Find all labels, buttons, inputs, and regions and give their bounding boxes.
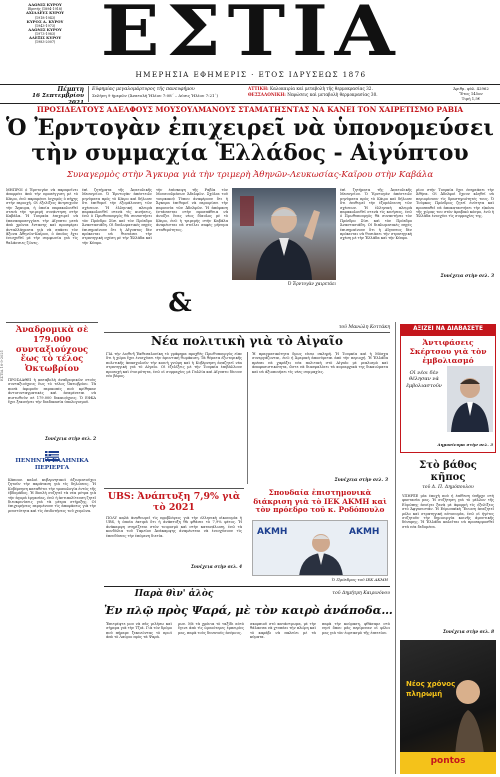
column-text-2: ρων. Μὲ τὰ χρόνια τὸ ταξίδι αὐτὸ ἔγινε ἀπὸ τὶς ὡραιότερες ἐμπειρίες μας, παρὰ τοὺς δυνατοὺς ἀνέμους. [178, 622, 244, 635]
lead-column-3: τὴν ἐπίσκεψη τῆς Ραβία τὸν Μουσουλμάνων Ἀδελφῶν. Σχόλια τοῦ τουρκικοῦ Τύπου ἀναφέρουν ὅτι ἡ Ἄγκυρα ἐπιθυμεῖ νὰ περιορίσει τὴν παρουσία τῶν Ἀδελφῶν. Ἡ ἀπόφαση ἐντάσσεται στὴν προσπάθεια νὰ ἀνοίξει ἕνας νέος δίαυλος μὲ τὸ Κάιρο, ἐνῶ ἡ τριμερὴς στὴν Καβάλα ἀναμένεται νὰ στείλει σαφὲς μήνυμα σταθερότητος. [156, 188, 228, 232]
read-box-header: ΑΞΙΖΕΙ ΝΑ ΔΙΑΒΑΣΕΤΕ [400, 324, 496, 335]
perierga-label: ΠΕΝΗΝΤΑ ΕΛΛΗΝΙΚΑ ΠΕΡΙΕΡΓΑ [15, 458, 89, 471]
founder-1-years: Ιδρυτής (1894-1918) [27, 7, 63, 12]
ubs-rule [104, 488, 244, 489]
lead-column-5: ρίου στὴν Τουρκία ἔχει ἐπηρεάσει τὴν Ἀθήνα. Οἱ Ἀδελφοὶ ἔχουν κληθεῖ νὰ περιορίσουν τὶς δραστηριότητές τους. Ὁ Τούρκος Πρόεδρος ζητεῖ ἐνότητα καὶ προσπαθεῖ νὰ ἀποκαταστήσει τὴν εἰκόνα τῆς χώρας του στὸν ἀραβικὸ κόσμο, ἐνῶ ἡ Ἑλλάδα ἐνισχύει τὶς συμμαχίες της. [416, 188, 494, 219]
lead-column-4: ἐπὶ ζητήματα τῆς Ἀνατολικῆς Μεσογείου. Ὁ Ἐρντογὰν ἀπέστειλε μηνύματα πρὸς τὸ Κάιρο καὶ δήλωσε ὅτι ἐπιθυμεῖ τὴν ἐξομάλυνση τῶν σχέσεων. Ἡ ἐλληνικὴ πλευρὰ παρακολουθεῖ στενὰ τὶς κινήσεις, ἐνῶ ὁ Πρωθυπουργὸς θὰ συναντήσει τὸν Πρόεδρο Σίσι καὶ τὸν Πρόεδρο Ἀναστασιάδη. Οἱ διπλωματικὲς πηγὲς ἐπισημαίνουν ὅτι ἡ Αἴγυπτος δὲν πρόκειται νὰ θυσιάσει τὴν στρατηγικὴ σχέση μὲ τὴν Ἑλλάδα καὶ τὴν Κύπρο. [340, 188, 412, 241]
masthead-subtitle: ΗΜΕΡΗΣΙΑ ΕΦΗΜΕΡΙΣ · ΕΤΟΣ ΙΔΡΥΣΕΩΣ 1876 [135, 70, 367, 79]
aegean-title: Νέα πολιτικὴ γιὰ τὸ Αἰγαῖο [151, 334, 343, 348]
right-column-divider [395, 322, 396, 774]
founder-3-years: (1943-1973) [34, 23, 56, 28]
date-full: 16 Σεπτεμβρίου 2021 [31, 93, 84, 106]
ad-line-2: πληρωμή [406, 690, 443, 698]
side-code: ΕΣΤΙΑ 16-9-2021 [0, 350, 4, 382]
date-divider [88, 86, 89, 102]
issue-year: Ἔτος 145ον [459, 91, 483, 96]
founder-4: ΑΔΩΝΙΣ ΚΥΡΟΥ [28, 26, 62, 32]
main-headline-line2: τὴν συμμαχία Ἑλλάδος - Αἰγύπτου [31, 140, 469, 166]
akmi-logo-right: ΑΚΜΗ [349, 527, 380, 537]
editorial-body: ΥΠΗΡΞΕ μία ἐποχὴ ποὺ ἡ ἐπίθεση ὑπῆρχε στὴ φαντασία μας. Ἡ συζήτηση γιὰ τὸ μέλλον τῆς Εὐρώπης ἀνοίγει ξανὰ μὲ ἀφορμὴ τὶς ἐξελίξεις στὸ Ἀφγανιστάν. Ἡ Εὐρωπαϊκὴ Ἕνωση ἀναζητεῖ ρόλο καὶ στρατηγικὴ αὐτονομία, ἐνῶ οἱ ἡγέτες συζητοῦν τὴν δημιουργία κοινῆς ἀμυντικῆς δύναμης. Ἡ Ἑλλάδα καλεῖται νὰ προσαρμοσθεῖ στὰ νέα δεδομένα. [402, 494, 494, 529]
aegean-column-1: ΓΙΑ τὴν Διεθνῆ Ἐκθεσαλονίκη τὸ γράφημα προχθὲς Πρωθυπουργὸς εἶπε ὅτι ἡ χώρα ἔχει ἐνισχύσει τὴν ἀμυντικὴ θωράκιση. Τὰ θέματα ἐξωτερικῆς πολιτικῆς ἀπασχολοῦν τὴν κοινὴ γνώμη καὶ ἡ Κυβέρνηση ἀναζητεῖ νέα στρατηγικὴ γιὰ τὸ Αἰγαῖο. Οἱ ἐξελίξεις μὲ τὴν Τουρκία ἐπιβάλλουν προσοχὴ καὶ ἑτοιμότητα, ἐνῶ οἱ συμμαχίες μὲ Γαλλία καὶ Αἴγυπτο δίνουν νέο βάρος. [106, 352, 242, 379]
lead-column-1: ΜΗΠΡΟΙ ὁ Ἐρντογὰν νὰ παραμεῖνει ἀπορρέει ἀπὸ τὴν προσέγγιση μὲ τὸ Κάιρο, ἐνῶ παραμένει ἰσχυρὸς ὁ πήχης στὴν περιοχή. Οἱ ἐξελίξεις ἀνησυχοῦν τὴν Ἄγκυρα, ἡ ὁποία παρακολουθεῖ στενὰ τὴν τριμερὴ συνάντηση στὴν Καβάλα. Ἡ Τουρκία ἐπιχειρεῖ νὰ ἐπαναπροσεγγίσει τὴν Αἴγυπτο μετὰ ἀπὸ χρόνια ἔντασης καὶ προσφέρει ἀνταλλάγματα γιὰ νὰ σπάσει τὸν ἄξονα Ἀθηνῶν-Καΐρου, ὁ ὁποῖος ἔχει ἐνισχυθεῖ μὲ τὴν συμφωνία γιὰ τὶς θαλάσσιες ζῶνες. [6, 188, 78, 245]
akmi-logo-left: ΑΚΜΗ [257, 527, 288, 537]
founder-2: ΑΧΙΛΛΕΥΣ ΚΥΡΟΥ [25, 10, 65, 16]
aegean-top-rule [104, 332, 390, 333]
skertsos-photo [447, 366, 493, 432]
editorial-byline: τοῦ Δ. Π. Δημόπουλου [422, 485, 474, 490]
issue-block [444, 86, 498, 101]
lead-column-2: ἐπὶ ζητήματα τῆς Ἀνατολικῆς Μεσογείου. Ὁ Ἐρντογὰν ἀπέστειλε μηνύματα πρὸς τὸ Κάιρο καὶ δήλωσε ὅτι ἐπιθυμεῖ τὴν ἐξομάλυνση τῶν σχέσεων. Ἡ ἐλληνικὴ πλευρὰ παρακολουθεῖ στενὰ τὶς κινήσεις, ἐνῶ ὁ Πρωθυπουργὸς θὰ συναντήσει τὸν Πρόεδρο Σίσι καὶ τὸν Πρόεδρο Ἀναστασιάδη. Οἱ διπλωματικὲς πηγὲς ἐπισημαίνουν ὅτι ἡ Αἴγυπτος δὲν πρόκειται νὰ θυσιάσει τὴν στρατηγικὴ σχέση μὲ τὴν Ἑλλάδα καὶ τὴν Κύπρο. [82, 188, 152, 245]
sidebar-continued: Συνέχεια στὴν σελ. 2 [44, 436, 96, 441]
weather-block [248, 86, 444, 98]
sidebar-headline: Ἀναδρομικὰ σὲ 179.000 συνταξιούχους ἕως τὸ τέλος Ὀκτωβρίου [15, 324, 89, 374]
main-headline-line1: Ὁ Ἐρντογὰν ἐπιχειρεῖ νὰ ὑπονομεύσει [6, 115, 494, 141]
read-box [400, 335, 496, 453]
date-day: Πέμπτη [57, 86, 84, 93]
column-top-rule [104, 586, 390, 587]
ubs-body: ΠΟΛΥ καλὰ ἀναθεωρεῖ τὶς προβλέψεις γιὰ τὴν ἑλληνικὴ οἰκονομία ἡ UBS, ἡ ὁποία ἐκτιμᾶ ὅτι ἡ ἀνάπτυξη θὰ φθάσει τὸ 7,9% φέτος. Ἡ ἀνάκαμψη στηρίζεται στὸν τουρισμὸ καὶ στὴν κατανάλωση, ἐνῶ τὰ κονδύλια τοῦ Ταμείου Ἀνάκαμψης ἀναμένεται νὰ ἐνισχύσουν τὶς ἐπενδύσεις τὴν ἑπόμενη διετία. [106, 516, 242, 538]
photo-figure-icon [232, 188, 336, 280]
top-banner: ΠΡΟΣΙΔΕΛΤΟΥΣ ΑΔΕΛΦΟΥΣ ΜΟΥΣΟΥΛΜΑΝΟΥΣ ΣΤΑΜΑΤΗΣΝΤΑΣ ΝΑ ΚΑΝΕΙ ΤΟΝ ΧΑΙΡΕΤΙΣΜΟ ΡΑΒΙΑ [36, 105, 464, 114]
akmi-photo [252, 520, 388, 576]
ubs-title: UBS: Ἀνάπτυξη 7,9% γιὰ τὸ 2021 [107, 491, 241, 513]
main-headline [0, 116, 500, 166]
ad-brand: pontos [430, 756, 466, 766]
founder-5-years: (1983-2007) [34, 40, 56, 45]
aegean-byline: τοῦ Μανώλη Κοττάκη [338, 325, 390, 330]
calendar-saint: Εὐφημίας μεγαλομάρτυρος τῆς πανευφήμου [92, 87, 195, 92]
issue-number: Ἀριθμ. φύλ. 42962 [453, 86, 489, 91]
founder-5: ΑΛΕΞΙΣ ΚΥΡΟΥ [28, 35, 62, 41]
skertsos-portrait-icon [447, 366, 493, 432]
akmi-person-icon [253, 521, 388, 576]
aegean-continued: Συνέχεια στὴν σελ. 3 [334, 478, 388, 483]
akmi-caption: Ὁ Πρόεδρος τοῦ ΙΕΚ ΑΚΜΗ [331, 577, 388, 582]
main-subhead: Συναγερμὸς στὴν Ἄγκυρα γιὰ τὴν τριμερὴ Ἀθηνῶν-Λευκωσίας-Καΐρου στὴν Καβάλα [66, 170, 434, 180]
calendar-sun: Σελήνη 9 ἡμερῶν (Ἀνατολὴ Ἡλίου 7:08΄ – Δύσις Ἡλίου 7:21΄) [92, 93, 219, 98]
column-headline: Ἐν πλῷ πρὸς Ψαρά, μὲ τὸν καιρὸ ἀνάποδα… [104, 603, 393, 617]
calendar-block [92, 87, 242, 99]
column-text-4: παρὰ τὴν κούραση, φθάσαμε στὸ νησὶ ὅπου μᾶς περίμεναν οἱ φίλοι μας γιὰ τὸν ἑορτασμὸ τῆς ἐπετείου. [322, 622, 390, 635]
editorial-title: Στὸ βάθος κῆπος [419, 460, 477, 483]
column-text-1: Ἐπιτρέψτε μου νὰ σᾶς μιλήσω καὶ σήμερα γιὰ τὴν Τζιά. Γιὰ τὸν δρόμο ποὺ πήραμε ξεκινώντας τὸ πρωὶ ἀπὸ τὸ Λαύριο πρὸς τὰ Ψαρά. [106, 622, 172, 640]
aegean-col-divider [247, 352, 248, 484]
founder-4-years: (1973-1983) [34, 32, 56, 37]
aegean-column-2: Ἡ πραγματικότητα ὅμως εἶναι σκληρή. Ἡ Τουρκία καὶ ἡ Μόσχα συνεργάζονται, ἐνῶ ἡ Ἀμερικὴ ἀποσύρεται ἀπὸ τὴν περιοχή. Ἡ Ἑλλάδα πρέπει νὰ χαράξει νέα πολιτικὴ στὸ Αἰγαῖο μὲ ρεαλισμὸ καὶ ἀποφασιστικότητα, ὥστε νὰ διασφαλίσει τὰ κυριαρχικά της δικαιώματα καὶ νὰ ἀξιοποιήσει τὶς νέες συμμαχίες. [252, 352, 388, 374]
issue-price: Τιμὴ 1,5€ [461, 96, 481, 101]
weather-thessaloniki-label: ΘΕΣΣΑΛΟΝΙΚΗ: [248, 92, 286, 97]
read-box-continued: Δημοσίευμα στὴν σελ. 3 [437, 442, 493, 447]
read-box-teaser: Οἱ νέοι δὲν θέλησαν νὰ ἐμβολιαστοῦν [406, 370, 442, 389]
founder-1: ΑΔΩΝΙΣ ΚΥΡΟΥ [28, 2, 62, 7]
photo-caption: Ὁ Ἐρντογὰν χαιρετάει [287, 281, 336, 286]
akmi-title: Σπουδαία ἐπιστημονικὰ διάκριση γιὰ τὸ ΙΕΚ ΑΚΜΗ καὶ τὸν πρόεδρο τοῦ κ. Ροδόπουλο [253, 488, 387, 515]
pontos-ad[interactable] [400, 640, 496, 774]
read-box-title: Ἀντιφάσεις Σκέρτσου γιὰ τὸν ἐμβολιασμό [409, 338, 487, 365]
ubs-continued: Συνέχεια στὴν σελ. 4 [190, 564, 242, 569]
lead-continued: Συνέχεια στὴν σελ. 3 [440, 274, 494, 279]
ampersand: & [168, 288, 192, 318]
weather-attica: Καλοκαιρία καὶ μεταβολὴ τῆς θερμοκρασίας 32. [269, 86, 373, 91]
masthead-rule [0, 84, 500, 85]
founders-list [2, 3, 88, 44]
erdogan-photo [232, 188, 336, 280]
editorial-continued: Συνέχεια στὴν σελ. 8 [442, 629, 494, 634]
ad-line-1: Νέος χρόνος [406, 680, 456, 688]
ad-figure-icon [400, 640, 496, 774]
column-byline: τοῦ Δημήτρη Καιρινόνου [332, 591, 390, 596]
sidebar-body: ΠΡΟΣΔΑΘΕΙ ἡ καταβολὴ ἀναδρομικῶν στοὺς συνταξιούχους ἕως τὸ τέλος Ὀκτωβρίου. Τὰ ποσὰ ἀφοροῦν περικοπὲς ποὺ κρίθηκαν ἀντισυνταγματικὲς καὶ ἀναμένεται νὰ πιστωθοῦν σὲ 179.000 δικαιούχους. Ὁ ΕΦΚΑ ἔχει ξεκινήσει τὴν διαδικασία ὑπολογισμοῦ. [8, 378, 96, 405]
column-title: Παρὰ θὶν' ἁλὸς [134, 589, 214, 599]
masthead-title: ΕΣΤΙΑ [100, 0, 402, 72]
founder-2-years: (1918-1943) [34, 15, 56, 20]
sidebar-rule [6, 322, 98, 323]
column-text-3: σκορπιοῦ στὸ κατάστρωμα, μὲ τὴν θάλασσα νὰ χτυπάει τὴν πλώρη καὶ τὸ καράβι νὰ παλεύει μὲ τὰ κύματα. [250, 622, 316, 640]
weather-attica-label: ΑΤΤΙΚΗ: [248, 86, 269, 91]
weather-thessaloniki: Νεφώσεις καὶ μεταβολὴ θερμοκρασίας 30. [287, 92, 378, 97]
founder-3: ΚΥΡΟΣ Α. ΚΥΡΟΥ [26, 18, 64, 24]
date-row-rule [0, 103, 500, 104]
sidebar-notes: Κάποιοι καλοὶ κυβερνητικοὶ ἀξιωματοῦχοι ζητοῦν τὴν παράταση γιὰ τὶς δηλώσεις. Ἡ Κυβέρνηση καταθέτει τὴν τροπολογία ἐντὸς τῆς ἑβδομάδος. Ἡ Βουλὴ συζητεῖ τὰ νέα μέτρα γιὰ τὴν ἀγορὰ ἐργασίας, ἐνῶ ἡ ἀντιπολίτευση ζητεῖ διευκρινίσεις γιὰ τὰ μέτρα στήριξης. Οἱ ἐπιχειρήσεις περιμένουν τὶς ἀποφάσεις γιὰ τὴν ρευστότητα καὶ τὶς ἐπιδοτήσεις τοῦ χειμῶνα. [8, 478, 96, 513]
